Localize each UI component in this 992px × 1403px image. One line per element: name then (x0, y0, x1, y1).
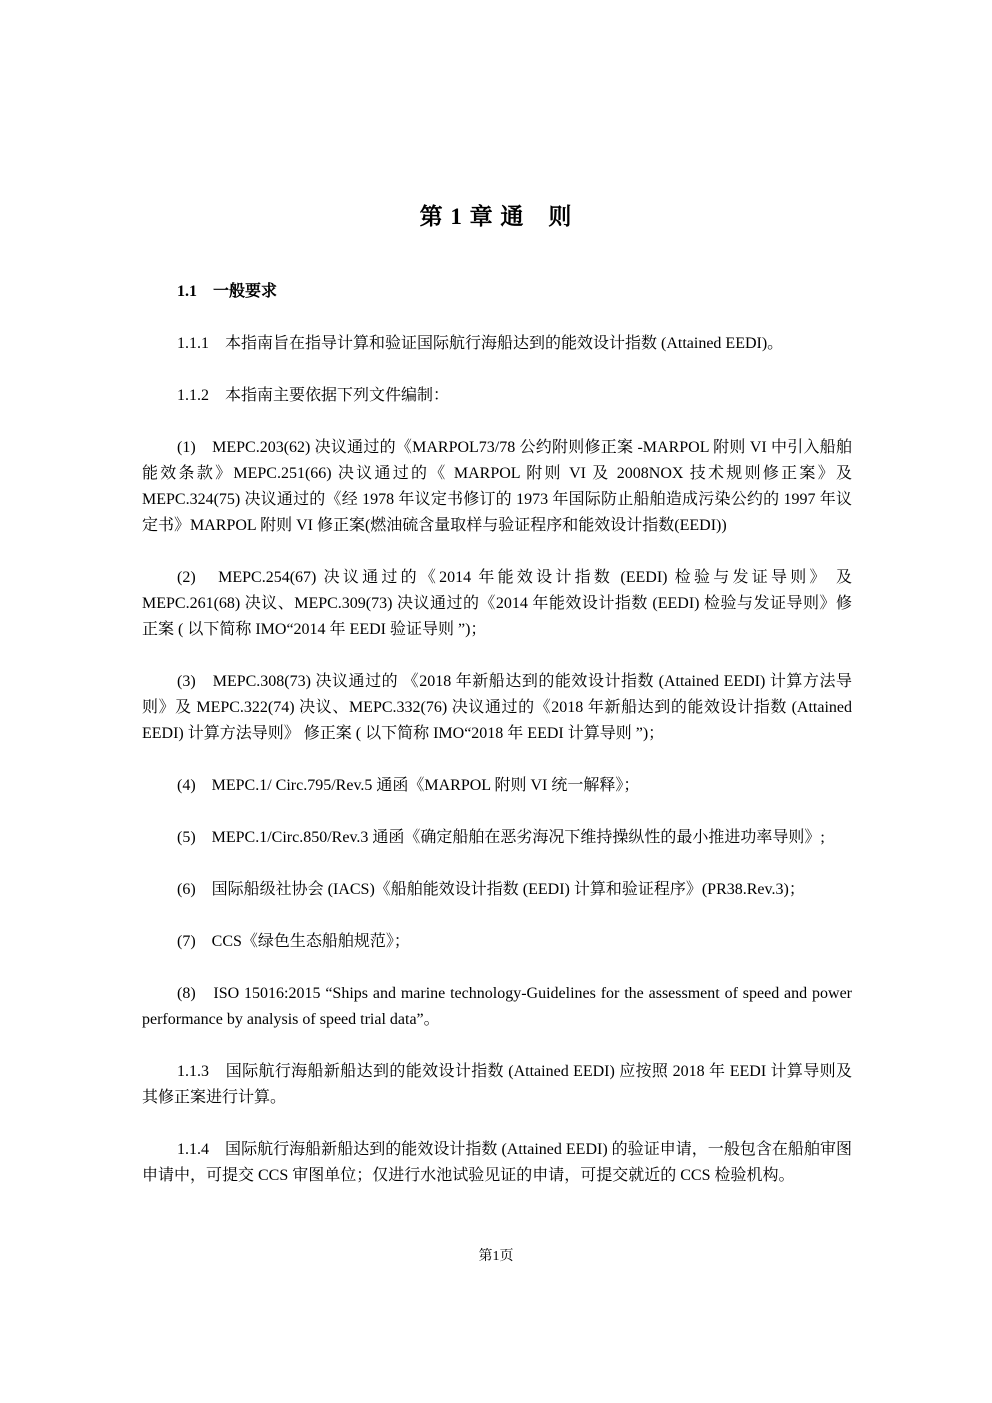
list-item-1: (1) MEPC.203(62) 决议通过的《MARPOL73/78 公约附则修正案 -MARPOL 附则 VI 中引入船舶能效条款》MEPC.251(66) 决议通过的《 MARPOL 附则 VI 及 2008NOX 技术规则修正案》及 MEPC.324(75) 决议通过的《经 1978 年议定书修订的 1973 年国际防止船舶造成污染公约的 1997 年议定书》MARPOL 附则 VI 修正案(燃油硫含量取样与验证程序和能效设计指数(EEDI)) (142, 439, 852, 534)
paragraph-1-1-2: 1.1.2 本指南主要依据下列文件编制： (177, 387, 450, 404)
chapter-title: 第 1 章 通 则 (419, 204, 573, 229)
list-item-8: (8) ISO 15016:2015 “Ships and marine technology-Guidelines for the assessment of speed and power performance by analysis of speed trial data”。 (142, 985, 852, 1028)
paragraph-1-1-1: 1.1.1 本指南旨在指导计算和验证国际航行海船达到的能效设计指数 (Attained EEDI)。 (177, 335, 784, 352)
list-item-6: (6) 国际船级社协会 (IACS)《船舶能效设计指数 (EEDI) 计算和验证程序》(PR38.Rev.3)； (177, 881, 805, 898)
list-item-5: (5) MEPC.1/Circ.850/Rev.3 通函《确定船舶在恶劣海况下维持操纵性的最小推进功率导则》; (177, 829, 825, 846)
paragraph-1-1-4: 1.1.4 国际航行海船新船达到的能效设计指数 (Attained EEDI) 的验证申请，一般包含在船舶审图申请中，可提交 CCS 审图单位；仅进行水池试验见证的申请，可提交就近的 CCS 检验机构。 (142, 1141, 852, 1184)
paragraph-1-1-3: 1.1.3 国际航行海船新船达到的能效设计指数 (Attained EEDI) 应按照 2018 年 EEDI 计算导则及其修正案进行计算。 (142, 1063, 852, 1106)
section-heading-1-1: 1.1 一般要求 (177, 283, 278, 300)
page-number: 第1页 (478, 1249, 514, 1264)
list-item-4: (4) MEPC.1/ Circ.795/Rev.5 通函《MARPOL 附则 VI 统一解释》； (177, 777, 640, 794)
list-item-7: (7) CCS《绿色生态船舶规范》； (177, 933, 410, 950)
list-item-2: (2) MEPC.254(67) 决议通过的《2014 年能效设计指数 (EEDI) 检验与发证导则》 及 MEPC.261(68) 决议、MEPC.309(73) 决议通过的《2014 年能效设计指数 (EEDI) 检验与发证导则》修正案 ( 以下简称 IMO“2014 年 EEDI 验证导则 ”)； (142, 569, 852, 638)
list-item-3: (3) MEPC.308(73) 决议通过的 《2018 年新船达到的能效设计指数 (Attained EEDI) 计算方法导则》及 MEPC.322(74) 决议、MEPC.332(76) 决议通过的《2018 年新船达到的能效设计指数 (Attained EEDI) 计算方法导则》 修正案 ( 以下简称 IMO“2018 年 EEDI 计算导则 ”)； (142, 673, 852, 742)
